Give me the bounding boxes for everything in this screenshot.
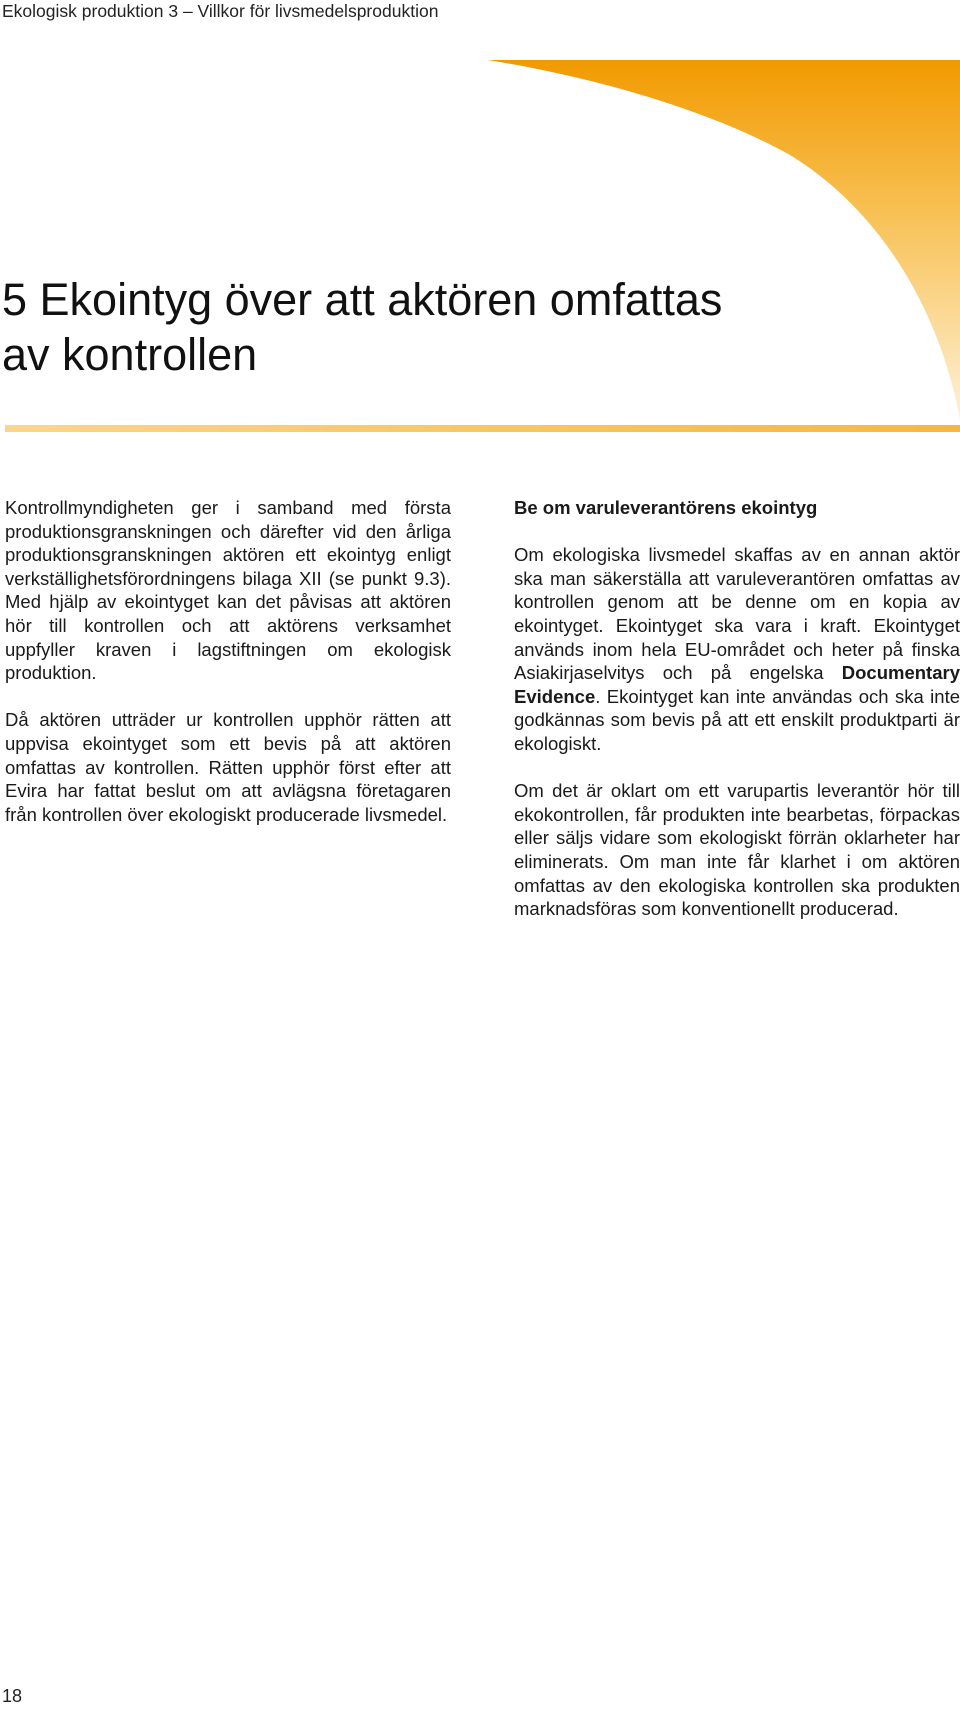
chapter-title-line-2: av kontrollen [2,329,258,380]
running-header: Ekologisk produktion 3 – Villkor för livsmedelsproduktion [2,1,439,21]
page-number: 18 [2,1686,23,1706]
chapter-title [2,272,722,382]
banner-underline [5,425,960,432]
right-column [514,496,960,944]
right-paragraph-1-start: Om ekologiska livsmedel skaffas av en annan aktör ska man säkerställa att varuleverantören omfattas av kontrollen genom att be denne om en kopia av ekointyget. Ekointyget ska vara i kraft. Ekointyget används inom hela EU-området och heter på finska Asiakirjaselvitys och på engelska [514,544,960,684]
chapter-title-line-1: 5 Ekointyg över att aktören omfattas [2,274,723,325]
left-paragraph-1: Kontrollmyndigheten ger i samband med första produktionsgranskningen och därefter vid den årliga produktionsgranskningen aktören ett ekointyg enligt verkställighetsförordningens bilaga XII (se punkt 9.3). Med hjälp av ekointyget kan det påvisas att aktören hör till kontrollen och att aktörens verksamhet uppfyller kraven i lagstiftningen om ekologisk produktion. [5,497,451,684]
chapter-banner-graphic [0,60,960,450]
right-paragraph-2: Om det är oklart om ett varupartis leverantör hör till ekokontrollen, får produkten inte bearbetas, förpackas eller säljs vidare som ekologiskt förrän oklarheter har eliminerats. Om man inte får klarhet i om aktören omfattas av den ekologiska kontrollen ska produkten marknadsföras som konventionellt producerad. [514,780,960,920]
section-heading: Be om varuleverantörens ekointyg [514,497,818,518]
left-paragraph-2: Då aktören utträder ur kontrollen upphör rätten att uppvisa ekointyget som ett bevis på att aktören omfattas av kontrollen. Rätten upphör först efter att Evira har fattat beslut om att avlägsna företagaren från kontrollen över ekologiskt producerade livsmedel. [5,709,451,825]
right-paragraph-1 [514,543,960,755]
left-column [5,496,451,850]
documentary-evidence-term: Documentary Evidence [514,662,960,707]
right-paragraph-1-end: . Ekointyget kan inte användas och ska inte godkännas som bevis på att ett enskilt produktparti är ekologiskt. [514,685,960,754]
